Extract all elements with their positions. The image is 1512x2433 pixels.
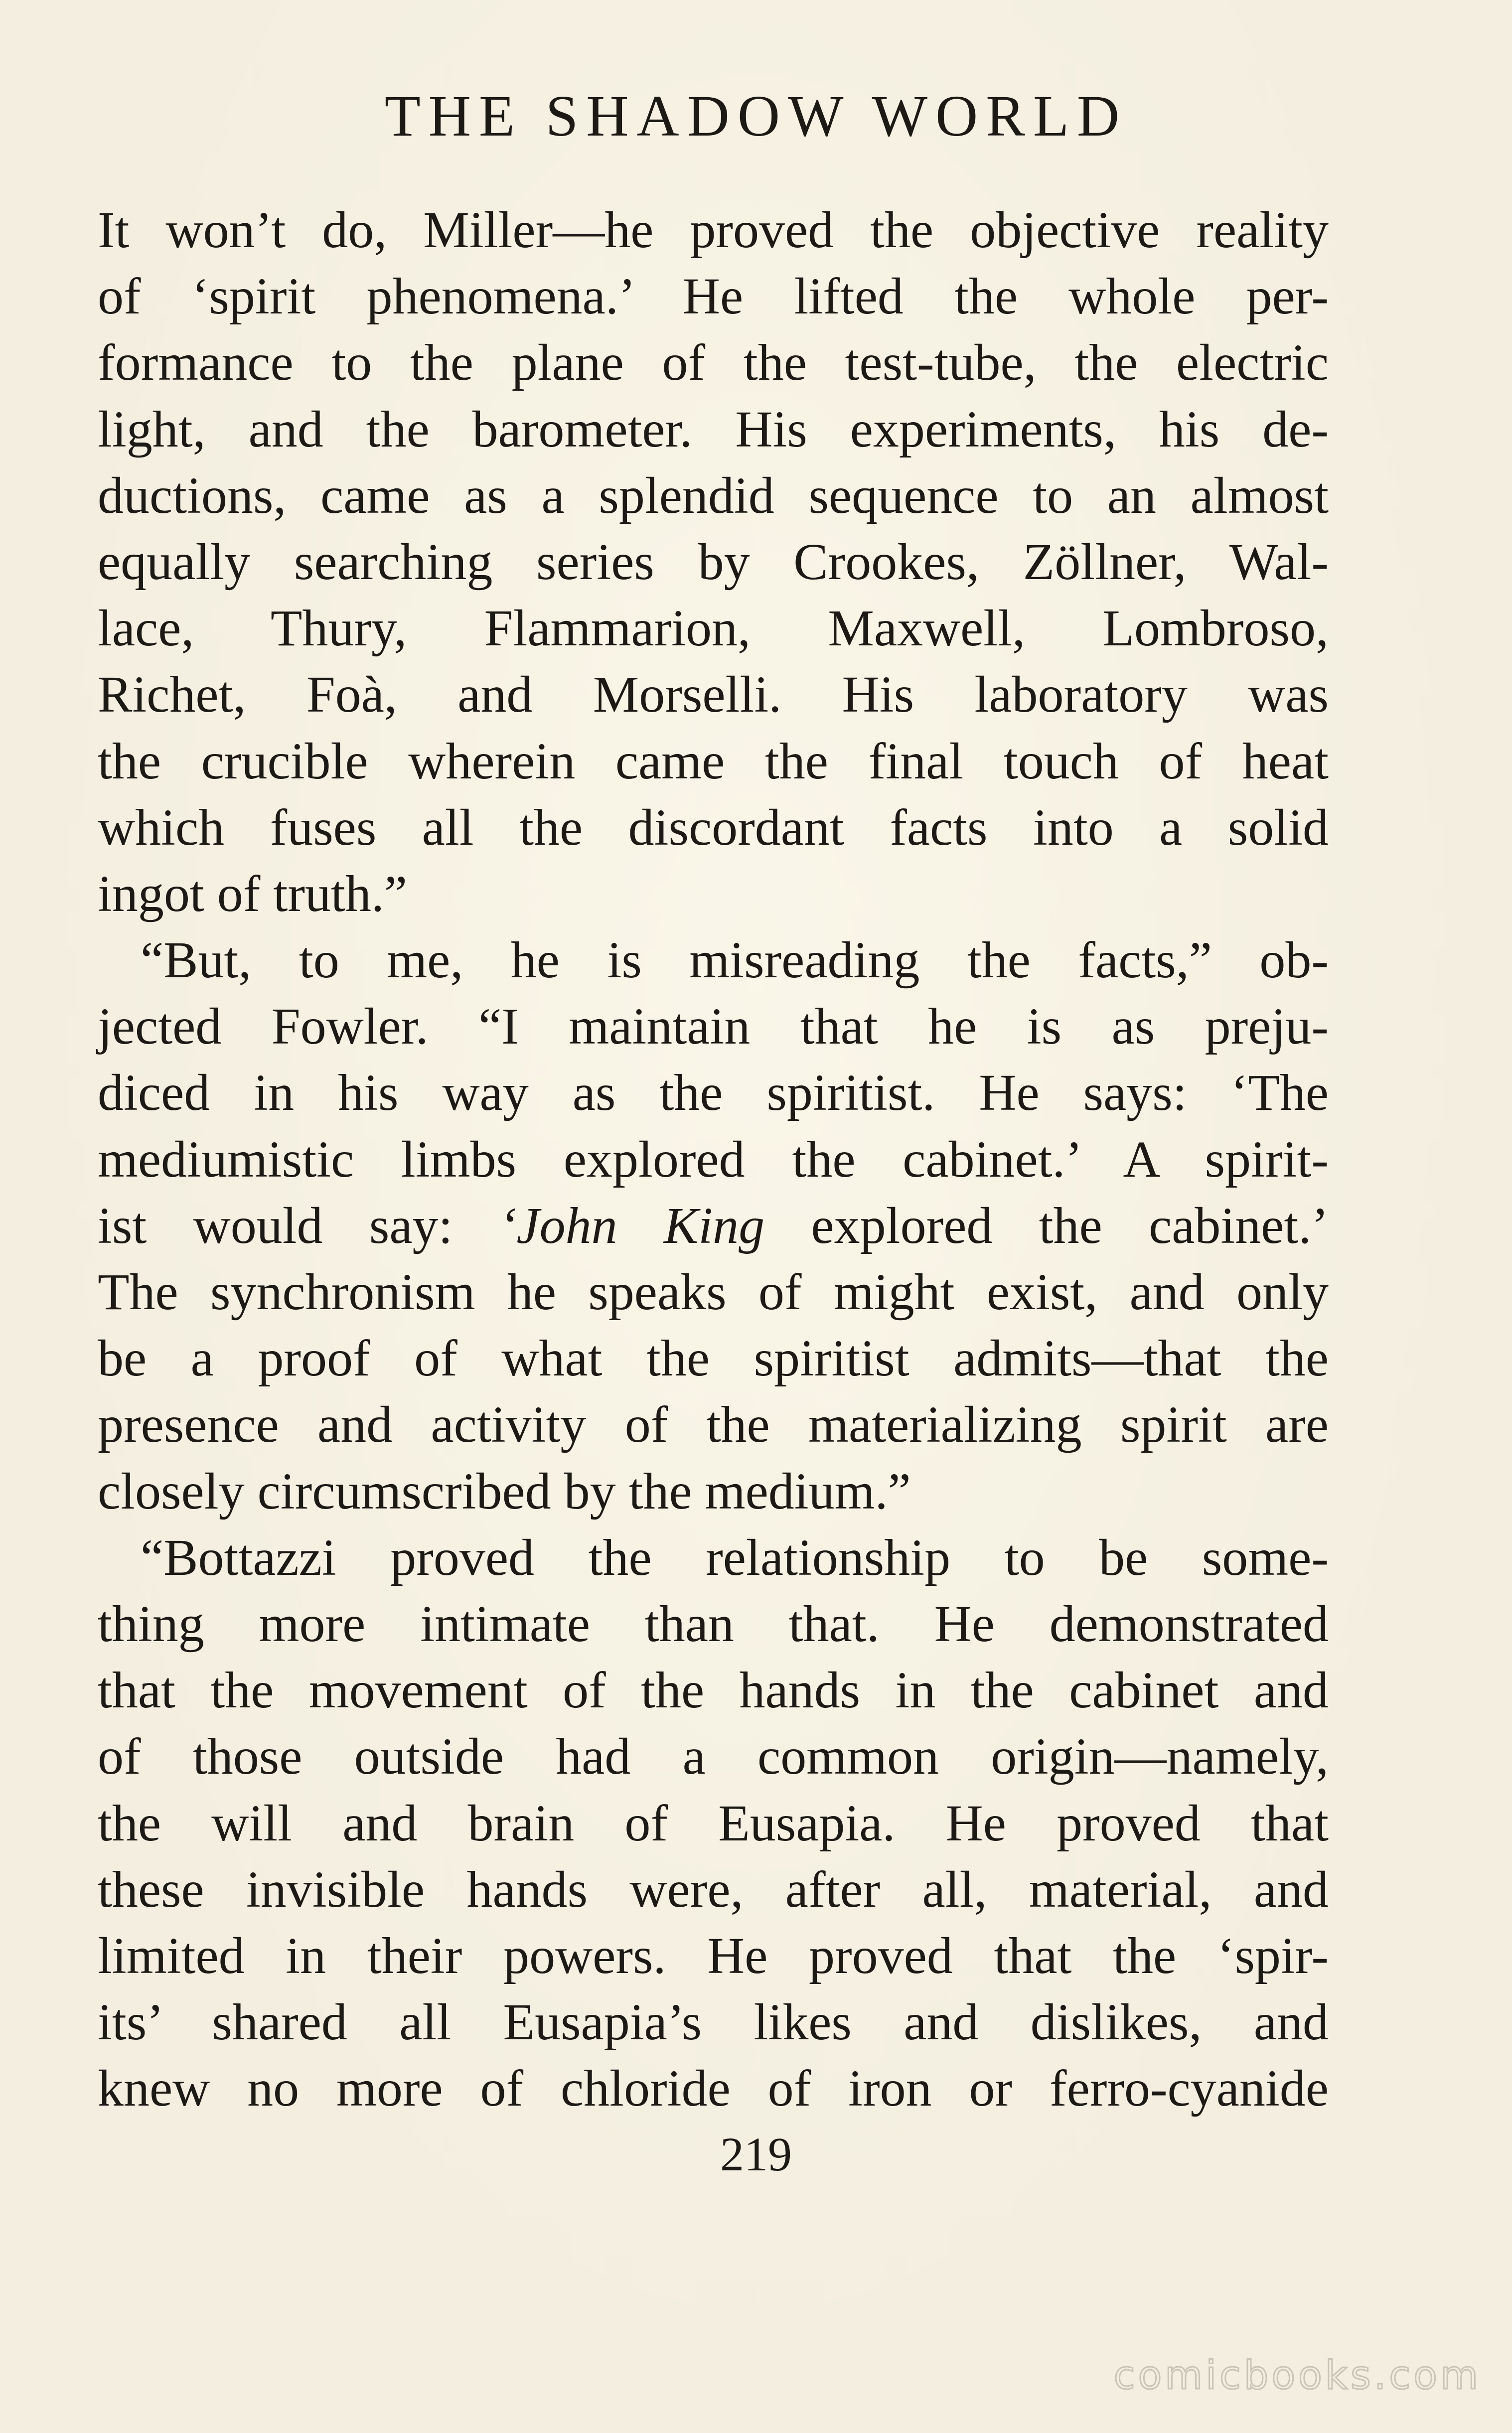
text-line: which fuses all the discordant facts into a solid xyxy=(98,798,1329,856)
text-line: The synchronism he speaks of might exist, and only xyxy=(98,1263,1329,1321)
watermark: comicbooks.com xyxy=(1113,2353,1481,2398)
italic-text: ‘John King xyxy=(499,1197,765,1254)
text-line: lace, Thury, Flammarion, Maxwell, Lombroso, xyxy=(98,600,1329,657)
text-line: be a proof of what the spiritist admits—that the xyxy=(98,1330,1329,1387)
text-line: ductions, came as a splendid sequence to an almost xyxy=(98,466,1329,524)
text-line: thing more intimate than that. He demonstrated xyxy=(98,1595,1329,1653)
text-line: knew no more of chloride of iron or ferro-cyanide xyxy=(98,2060,1329,2118)
text-line: It won’t do, Miller—he proved the objective reality xyxy=(98,201,1329,259)
body-text xyxy=(98,197,1329,2122)
text-line: jected Fowler. “I maintain that he is as preju- xyxy=(98,998,1329,1056)
text-line: Richet, Foà, and Morselli. His laboratory was xyxy=(98,666,1329,724)
text-line: limited in their powers. He proved that the ‘spir- xyxy=(98,1927,1329,1984)
text-segment: ist would say: xyxy=(98,1197,499,1254)
text-line: of ‘spirit phenomena.’ He lifted the whole per- xyxy=(98,268,1329,325)
text-line: of those outside had a common origin—namely, xyxy=(98,1728,1329,1786)
page-number: 219 xyxy=(720,2128,792,2181)
text-line: diced in his way as the spiritist. He says: ‘The xyxy=(98,1064,1329,1122)
text-line: light, and the barometer. His experiments, his de- xyxy=(98,400,1329,458)
text-line: mediumistic limbs explored the cabinet.’ A spirit- xyxy=(98,1130,1329,1188)
text-line: these invisible hands were, after all, material, and xyxy=(98,1860,1329,1918)
text-segment: explored the cabinet.’ xyxy=(764,1197,1329,1254)
text-line: its’ shared all Eusapia’s likes and dislikes, and xyxy=(98,1993,1329,2051)
text-line: equally searching series by Crookes, Zöllner, Wal- xyxy=(98,533,1329,591)
text-line: the crucible wherein came the final touch of heat xyxy=(98,732,1329,790)
text-line: ingot of truth.” xyxy=(98,865,408,922)
text-line: “But, to me, he is misreading the facts,” ob- xyxy=(141,931,1329,989)
text-line: “Bottazzi proved the relationship to be some- xyxy=(141,1528,1329,1586)
text-line: the will and brain of Eusapia. He proved that xyxy=(98,1794,1329,1852)
text-line: that the movement of the hands in the cabinet and xyxy=(98,1662,1329,1719)
text-line: closely circumscribed by the medium.” xyxy=(98,1462,911,1520)
text-line xyxy=(98,1193,1329,1259)
text-line: formance to the plane of the test-tube, the electric xyxy=(98,334,1329,392)
text-line: presence and activity of the materializing spirit are xyxy=(98,1396,1329,1454)
running-head: THE SHADOW WORLD xyxy=(384,83,1128,149)
